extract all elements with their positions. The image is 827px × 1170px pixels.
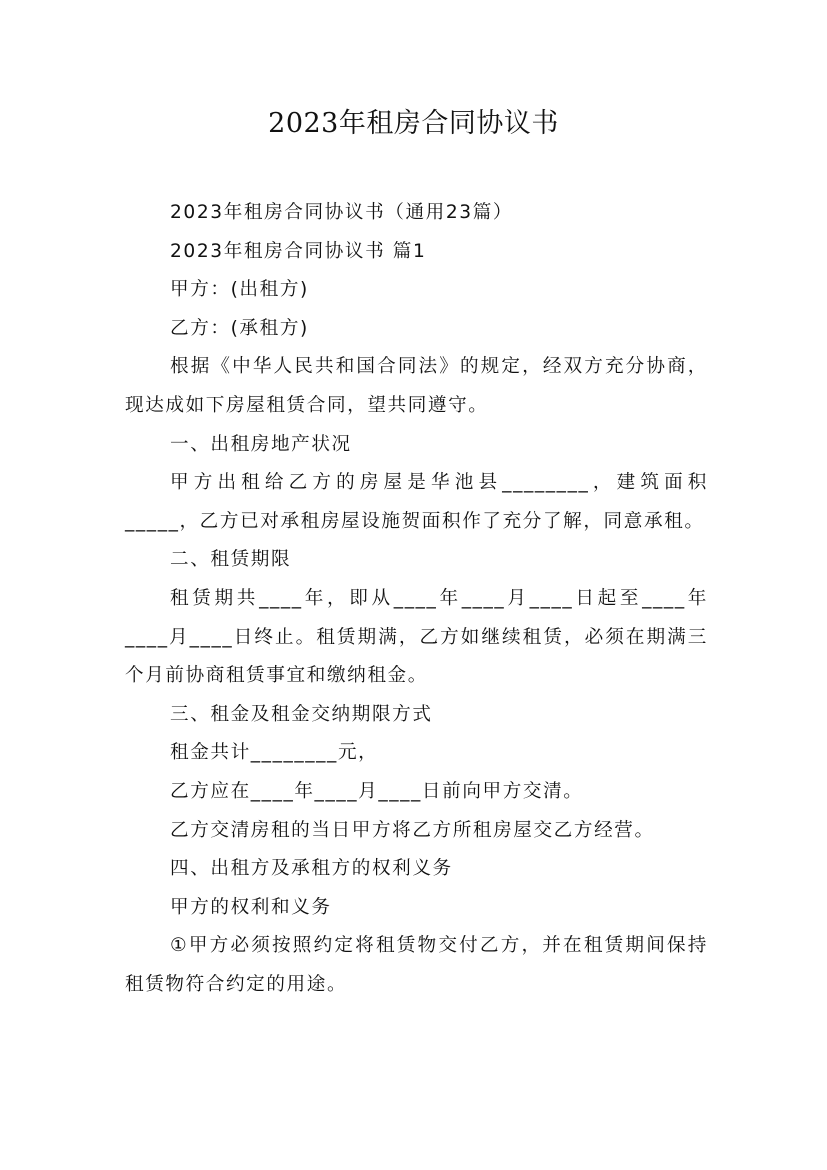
paragraph-section-heading: 2023年租房合同协议书 篇1 [170, 240, 427, 262]
paragraph-handover: 乙方交清房租的当日甲方将乙方所租房屋交乙方经营。 [170, 819, 655, 841]
paragraph-rent-due: 乙方应在____年____月____日前向甲方交清。 [170, 780, 584, 802]
paragraph-heading-3: 三、租金及租金交纳期限方式 [170, 703, 433, 725]
paragraph-heading-2: 二、租赁期限 [170, 549, 292, 571]
paragraph-property-details: 甲方出租给乙方的房屋是华池县________，建筑面积_____，乙方已对承租房屋设施贺面积作了充分了解，同意承租。 [125, 472, 708, 532]
paragraph-heading-1: 一、出租房地产状况 [170, 433, 352, 455]
paragraph-lease-term: 租赁期共____年，即从____年____月____日起至____年____月____日终止。租赁期满，乙方如继续租赁，必须在期满三个月前协商租赁事宜和缴纳租金。 [125, 587, 708, 687]
paragraph-clause-1: ①甲方必须按照约定将租赁物交付乙方，并在租赁期间保持租赁物符合约定的用途。 [125, 935, 708, 995]
paragraph-party-a-rights: 甲方的权利和义务 [170, 896, 332, 918]
paragraph-rent-total: 租金共计________元， [170, 742, 379, 764]
document-title: 2023年租房合同协议书 [268, 108, 559, 139]
paragraph-heading-4: 四、出租方及承租方的权利义务 [170, 858, 453, 880]
paragraph-preamble: 根据《中华人民共和国合同法》的规定，经双方充分协商，现达成如下房屋租赁合同，望共同遵守。 [125, 356, 708, 416]
paragraph-party-a: 甲方：(出租方) [170, 279, 309, 301]
document-body [125, 194, 708, 1004]
paragraph-subtitle: 2023年租房合同协议书（通用23篇） [170, 202, 514, 223]
paragraph-party-b: 乙方：(承租方) [170, 317, 309, 339]
